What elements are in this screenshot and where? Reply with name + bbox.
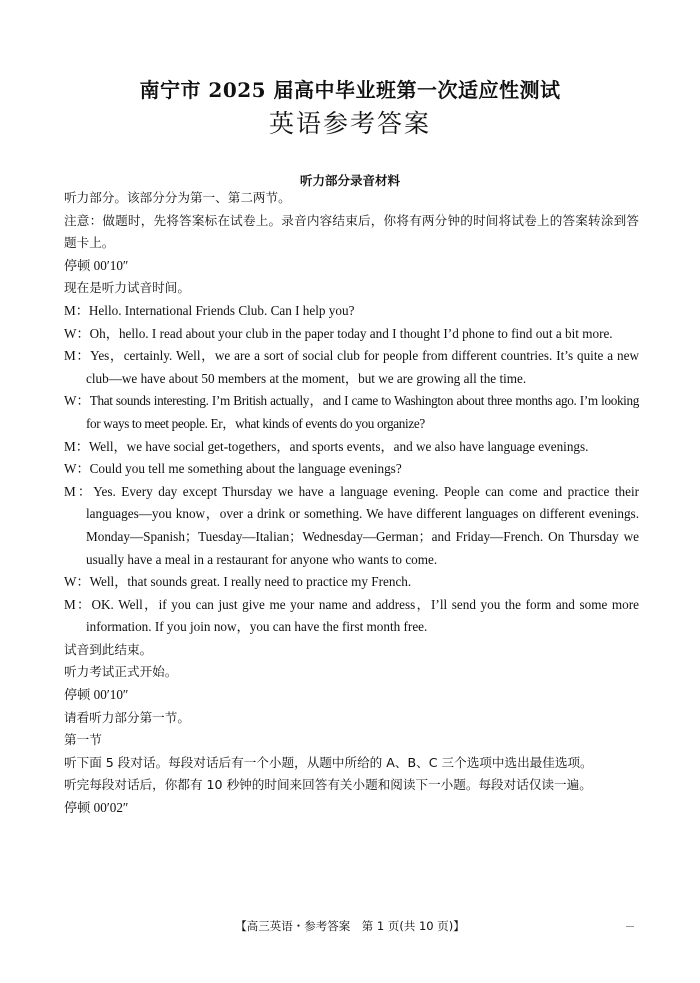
section-one-instruction: 听完每段对话后，你都有 10 秒钟的时间来回答有关小题和阅读下一小题。每段对话仅读一遍。 (64, 777, 592, 793)
page-footer: 【高三英语・参考答案 第 1 页(共 10 页)】 (235, 919, 465, 933)
transcript-body (64, 187, 639, 820)
pause-marker: 停顿 00′10″ (64, 687, 129, 703)
dialogue-line: M：Yes. Every day except Thursday we have a language evening. People can come and practice their languages—you know，over a drink or something. We have different languages on different evenings. Monday—Spanish；Tuesday—Italian；Wednesday—German；and Friday—French. On Thursday we usually have a meal in a restaurant for anyone who wants to come. (64, 483, 639, 567)
section-heading: 听力部分录音材料 (299, 173, 400, 188)
dialogue-line: M：OK. Well，if you can just give me your name and address，I’ll send you the form and some more information. If you join now，you can have the first month free. (64, 596, 639, 635)
dialogue-line: M：Well，we have social get-togethers，and sports events，and we also have language evenings. (64, 438, 589, 454)
pause-marker: 停顿 00′02″ (64, 800, 129, 816)
section-one-label: 第一节 (64, 732, 102, 748)
intro-line: 听力部分。该部分分为第一、第二两节。 (64, 190, 291, 205)
instruction-line: 注意：做题时，先将答案标在试卷上。录音内容结束后，你将有两分钟的时间将试卷上的答案转涂到答题卡上。 (64, 212, 639, 251)
exam-title: 南宁市 2025 届高中毕业班第一次适应性测试 (139, 78, 561, 102)
dialogue-line: M：Yes，certainly. Well，we are a sort of social club for people from different countries. It’s quite a new club—we have about 50 members at the moment，but we are growing all the time. (64, 348, 639, 386)
trial-end-notice: 试音到此结束。 (64, 641, 153, 657)
trial-notice: 现在是听力试音时间。 (64, 280, 190, 296)
dialogue-line: M：Hello. International Friends Club. Can I help you? (64, 302, 355, 318)
corner-mark (626, 926, 634, 927)
section-one-notice: 请看听力部分第一节。 (64, 709, 190, 725)
dialogue-line: W：Well，that sounds great. I really need to practice my French. (64, 574, 412, 590)
pause-marker: 停顿 00′10″ (64, 257, 129, 273)
exam-start-notice: 听力考试正式开始。 (64, 664, 178, 680)
dialogue-line: W：Oh，hello. I read about your club in the paper today and I thought I’d phone to find out a bit more. (64, 325, 613, 341)
document-subtitle: 英语参考答案 (268, 109, 431, 138)
section-one-instruction: 听下面 5 段对话。每段对话后有一个小题，从题中所给的 A、B、C 三个选项中选出最佳选项。 (64, 754, 593, 770)
dialogue-line: W：That sounds interesting. I’m British actually，and I came to Washington about three months ago. I’m looking for ways to meet people. Er，what kinds of events do you organize? (64, 393, 639, 431)
dialogue-line: W：Could you tell me something about the language evenings? (64, 461, 402, 477)
